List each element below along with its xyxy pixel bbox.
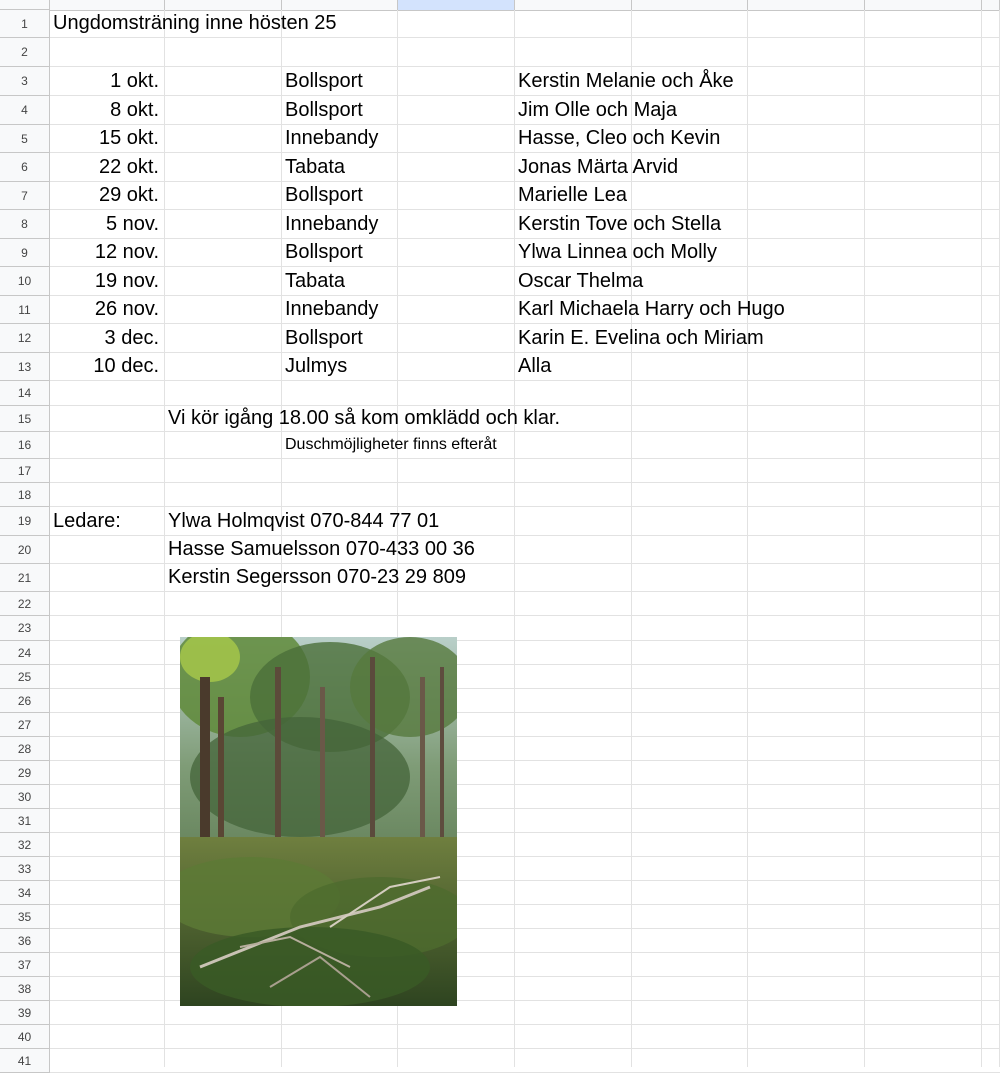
title-cell[interactable]: Ungdomsträning inne hösten 25 xyxy=(53,12,337,34)
leaders-cell[interactable]: Kerstin Tove och Stella xyxy=(518,212,722,235)
date-cell[interactable]: 19 nov. xyxy=(94,269,159,292)
column-header[interactable] xyxy=(982,0,1000,11)
row-header[interactable]: 11 xyxy=(0,296,50,323)
activity-cell[interactable]: Innebandy xyxy=(285,298,379,320)
row-header[interactable]: 14 xyxy=(0,381,50,405)
grid-row-line xyxy=(50,591,1000,592)
date-cell[interactable]: 15 okt. xyxy=(98,127,159,149)
grid-column-line xyxy=(514,10,515,1067)
column-header[interactable] xyxy=(748,0,865,11)
row-header[interactable]: 33 xyxy=(0,857,50,880)
activity-cell[interactable]: Tabata xyxy=(285,269,346,292)
row-header[interactable]: 39 xyxy=(0,1001,50,1024)
column-header-divider xyxy=(631,0,632,10)
row-header[interactable]: 5 xyxy=(0,125,50,152)
row-header[interactable]: 10 xyxy=(0,267,50,295)
forest-photo-image xyxy=(180,637,457,1006)
row-header[interactable]: 13 xyxy=(0,353,50,380)
activity-cell[interactable]: Innebandy xyxy=(285,127,379,149)
row-header[interactable]: 22 xyxy=(0,592,50,615)
row-header[interactable]: 15 xyxy=(0,406,50,431)
row-header[interactable]: 37 xyxy=(0,953,50,976)
grid-row-line xyxy=(50,1048,1000,1049)
grid-row-line xyxy=(50,1024,1000,1025)
row-header[interactable]: 12 xyxy=(0,324,50,352)
leaders-cell[interactable]: Karin E. Evelina och Miriam xyxy=(518,326,764,349)
row-header[interactable]: 6 xyxy=(0,153,50,181)
row-header[interactable]: 19 xyxy=(0,507,50,535)
leaders-label-cell[interactable]: Ledare: xyxy=(53,509,121,532)
leaders-cell[interactable]: Jim Olle och Maja xyxy=(518,98,677,121)
row-header[interactable]: 36 xyxy=(0,929,50,952)
row-header[interactable]: 20 xyxy=(0,536,50,563)
column-header[interactable] xyxy=(515,0,632,11)
row-header[interactable]: 24 xyxy=(0,641,50,664)
row-header[interactable]: 32 xyxy=(0,833,50,856)
row-header[interactable]: 23 xyxy=(0,616,50,640)
column-header-divider xyxy=(164,0,165,10)
column-header-divider xyxy=(514,0,515,10)
grid-row-line xyxy=(50,37,1000,38)
leaders-cell[interactable]: Kerstin Melanie och Åke xyxy=(518,69,734,92)
row-header[interactable]: 4 xyxy=(0,96,50,124)
date-cell[interactable]: 10 dec. xyxy=(93,355,159,377)
column-header-divider xyxy=(281,0,282,10)
activity-cell[interactable]: Bollsport xyxy=(285,326,363,349)
row-header[interactable]: 29 xyxy=(0,761,50,784)
shower-note-cell[interactable]: Duschmöjligheter finns efteråt xyxy=(285,436,497,453)
row-header[interactable]: 1 xyxy=(0,10,50,37)
grid-row-line xyxy=(50,482,1000,483)
row-header[interactable]: 21 xyxy=(0,564,50,591)
date-cell[interactable]: 29 okt. xyxy=(98,184,159,206)
leaders-cell[interactable]: Jonas Märta Arvid xyxy=(518,155,679,178)
column-header-divider xyxy=(981,0,982,10)
leaders-cell[interactable]: Alla xyxy=(518,355,552,377)
date-cell[interactable]: 12 nov. xyxy=(94,241,159,263)
column-header-divider xyxy=(397,0,398,10)
column-header[interactable] xyxy=(865,0,982,11)
contact-cell[interactable]: Kerstin Segersson 070-23 29 809 xyxy=(168,566,466,588)
row-header[interactable]: 31 xyxy=(0,809,50,832)
date-cell[interactable]: 3 dec. xyxy=(104,326,159,349)
grid-row-line xyxy=(50,458,1000,459)
row-header[interactable]: 38 xyxy=(0,977,50,1000)
grid-column-line xyxy=(981,10,982,1067)
activity-cell[interactable]: Tabata xyxy=(285,155,346,178)
leaders-cell[interactable]: Hasse, Cleo och Kevin xyxy=(518,127,721,149)
grid-column-line xyxy=(164,10,165,1067)
column-header[interactable] xyxy=(632,0,748,11)
leaders-cell[interactable]: Karl Michaela Harry och Hugo xyxy=(518,298,785,320)
row-header[interactable]: 27 xyxy=(0,713,50,736)
activity-cell[interactable]: Bollsport xyxy=(285,69,363,92)
grid-column-line xyxy=(864,10,865,1067)
date-cell[interactable]: 26 nov. xyxy=(94,298,159,320)
activity-cell[interactable]: Bollsport xyxy=(285,98,363,121)
activity-cell[interactable]: Julmys xyxy=(285,355,348,377)
activity-cell[interactable]: Innebandy xyxy=(285,212,379,235)
row-header[interactable]: 25 xyxy=(0,665,50,688)
date-cell[interactable]: 8 okt. xyxy=(110,98,159,121)
row-header[interactable]: 34 xyxy=(0,881,50,904)
date-cell[interactable]: 22 okt. xyxy=(98,155,159,178)
forest-photo[interactable] xyxy=(180,637,457,1006)
row-header[interactable]: 3 xyxy=(0,67,50,95)
row-header[interactable]: 18 xyxy=(0,483,50,506)
row-header[interactable]: 30 xyxy=(0,785,50,808)
column-header[interactable] xyxy=(398,0,515,11)
leaders-cell[interactable]: Oscar Thelma xyxy=(518,269,644,292)
row-header[interactable]: 8 xyxy=(0,210,50,238)
row-header[interactable]: 41 xyxy=(0,1049,50,1072)
start-time-note-cell[interactable]: Vi kör igång 18.00 så kom omklädd och klar. xyxy=(168,407,561,429)
grid-column-line xyxy=(747,10,748,1067)
grid-row-line xyxy=(50,380,1000,381)
column-header-divider xyxy=(864,0,865,10)
grid-row-line xyxy=(50,615,1000,616)
date-cell[interactable]: 1 okt. xyxy=(110,69,159,92)
row-header[interactable]: 40 xyxy=(0,1025,50,1048)
row-header[interactable]: 26 xyxy=(0,689,50,712)
row-header[interactable]: 35 xyxy=(0,905,50,928)
leaders-cell[interactable]: Marielle Lea xyxy=(518,184,627,206)
activity-cell[interactable]: Bollsport xyxy=(285,184,363,206)
row-header[interactable]: 16 xyxy=(0,432,50,458)
date-cell[interactable]: 5 nov. xyxy=(106,212,159,235)
contact-cell[interactable]: Ylwa Holmqvist 070-844 77 01 xyxy=(168,509,440,532)
row-header[interactable]: 28 xyxy=(0,737,50,760)
select-all-corner[interactable] xyxy=(0,0,50,10)
row-header[interactable]: 2 xyxy=(0,38,50,66)
row-header[interactable]: 7 xyxy=(0,182,50,209)
row-header[interactable]: 9 xyxy=(0,239,50,266)
contact-cell[interactable]: Hasse Samuelsson 070-433 00 36 xyxy=(168,538,475,560)
activity-cell[interactable]: Bollsport xyxy=(285,241,363,263)
column-header-divider xyxy=(747,0,748,10)
grid-row-line xyxy=(50,431,1000,432)
row-header[interactable]: 17 xyxy=(0,459,50,482)
leaders-cell[interactable]: Ylwa Linnea och Molly xyxy=(518,241,717,263)
